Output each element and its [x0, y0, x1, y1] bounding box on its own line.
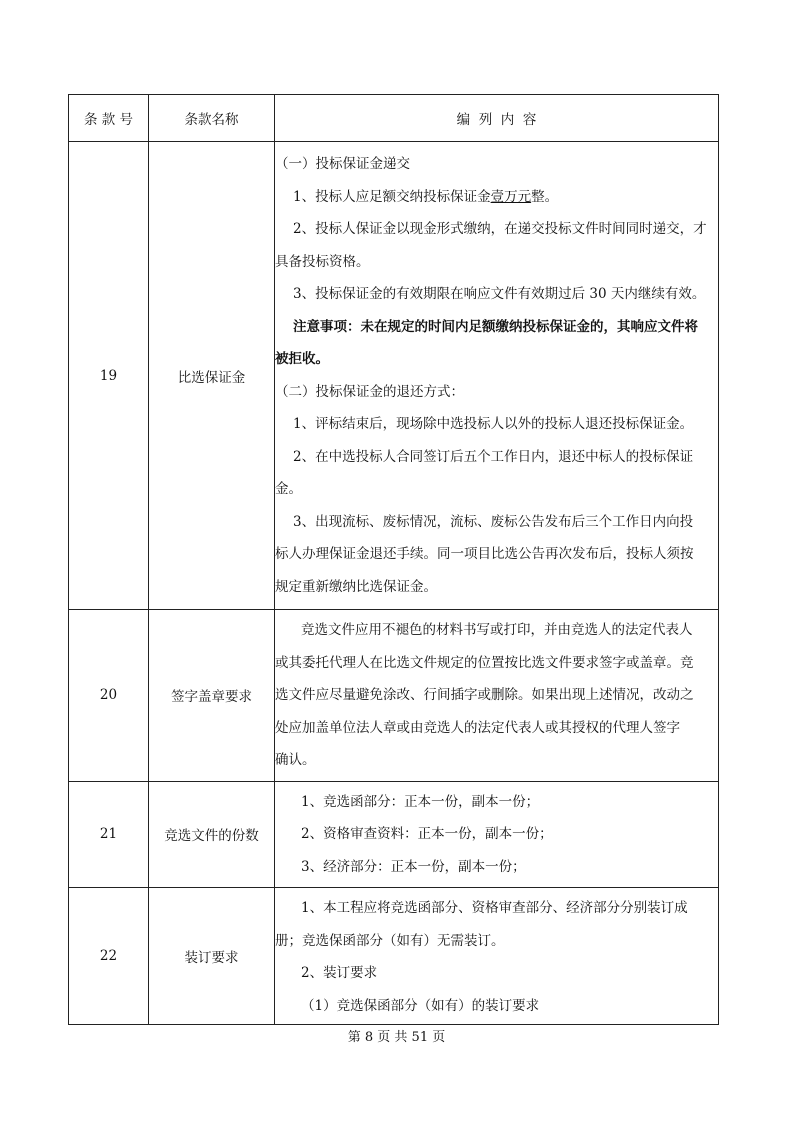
table-row — [69, 142, 719, 610]
content-line: （一）投标保证金递交 — [275, 156, 410, 172]
header-content: 编 列 内 容 — [275, 95, 719, 142]
content-line: 处应加盖单位法人章或由竞选人的法定代表人或其授权的代理人签字 — [275, 719, 680, 736]
content-line: 确认。 — [275, 752, 316, 768]
content-line: 2、装订要求 — [301, 965, 378, 981]
content-line: 2、在中选投标人合同签订后五个工作日内，退还中标人的投标保证 — [293, 448, 694, 465]
clause-name: 竞选文件的份数 — [149, 781, 275, 888]
clause-name: 装订要求 — [149, 888, 275, 1025]
content-line: 3、投标保证金的有效期限在响应文件有效期过后 30 天内继续有效。 — [293, 286, 706, 302]
content-line: （1）竞选保函部分（如有）的装订要求 — [301, 997, 540, 1014]
clause-content — [275, 610, 719, 782]
table-row — [69, 781, 719, 888]
table-header-row — [69, 95, 719, 142]
content-line: 1、投标人应足额交纳投标保证金壹万元整。 — [293, 188, 559, 205]
clause-content — [275, 888, 719, 1025]
deposit-amount: 壹万元 — [490, 188, 532, 205]
content-line: 1、评标结束后，现场除中选投标人以外的投标人退还投标保证金。 — [293, 416, 694, 432]
clause-table — [68, 94, 719, 1025]
content-line: 金。 — [275, 481, 302, 497]
page-footer: 第 8 页 共 51 页 — [347, 1030, 446, 1045]
clause-number: 21 — [69, 781, 149, 888]
clause-content — [275, 142, 719, 610]
content-line: 3、经济部分：正本一份，副本一份； — [301, 858, 526, 875]
content-line: （二）投标保证金的退还方式： — [275, 383, 464, 400]
content-line: 规定重新缴纳比选保证金。 — [275, 578, 437, 595]
notice-line: 被拒收。 — [275, 351, 329, 367]
clause-number: 22 — [69, 888, 149, 1025]
table-row — [69, 888, 719, 1025]
content-line: 竞选文件应用不褪色的材料书写或打印，并由竞选人的法定代表人 — [301, 622, 693, 638]
content-line: 或其委托代理人在比选文件规定的位置按比选文件要求签字或盖章。竞 — [275, 654, 694, 671]
clause-number: 19 — [69, 142, 149, 610]
content-line: 1、本工程应将竞选函部分、资格审查部分、经济部分分别装订成 — [301, 900, 688, 916]
notice-line: 注意事项：未在规定的时间内足额缴纳投标保证金的，其响应文件将 — [293, 318, 698, 335]
clause-name: 签字盖章要求 — [149, 610, 275, 782]
table-row — [69, 610, 719, 782]
content-line: 2、投标人保证金以现金形式缴纳，在递交投标文件时间同时递交，才 — [293, 221, 707, 237]
header-clause-no: 条 款 号 — [69, 95, 149, 142]
content-line: 1、竞选函部分：正本一份，副本一份； — [301, 793, 540, 810]
content-line: 标人办理保证金退还手续。同一项目比选公告再次发布后，投标人须按 — [275, 546, 694, 562]
clause-name: 比选保证金 — [149, 142, 275, 610]
content-line: 2、资格审查资料：正本一份，副本一份； — [301, 826, 553, 842]
clause-number: 20 — [69, 610, 149, 782]
content-line: 具备投标资格。 — [275, 253, 370, 270]
content-line: 选文件应尽量避免涂改、行间插字或删除。如果出现上述情况，改动之 — [275, 687, 694, 703]
content-line: 册；竞选保函部分（如有）无需装订。 — [275, 932, 505, 949]
content-line: 3、出现流标、废标情况，流标、废标公告发布后三个工作日内向投 — [293, 513, 694, 530]
header-clause-name: 条款名称 — [149, 95, 275, 142]
clause-content — [275, 781, 719, 888]
